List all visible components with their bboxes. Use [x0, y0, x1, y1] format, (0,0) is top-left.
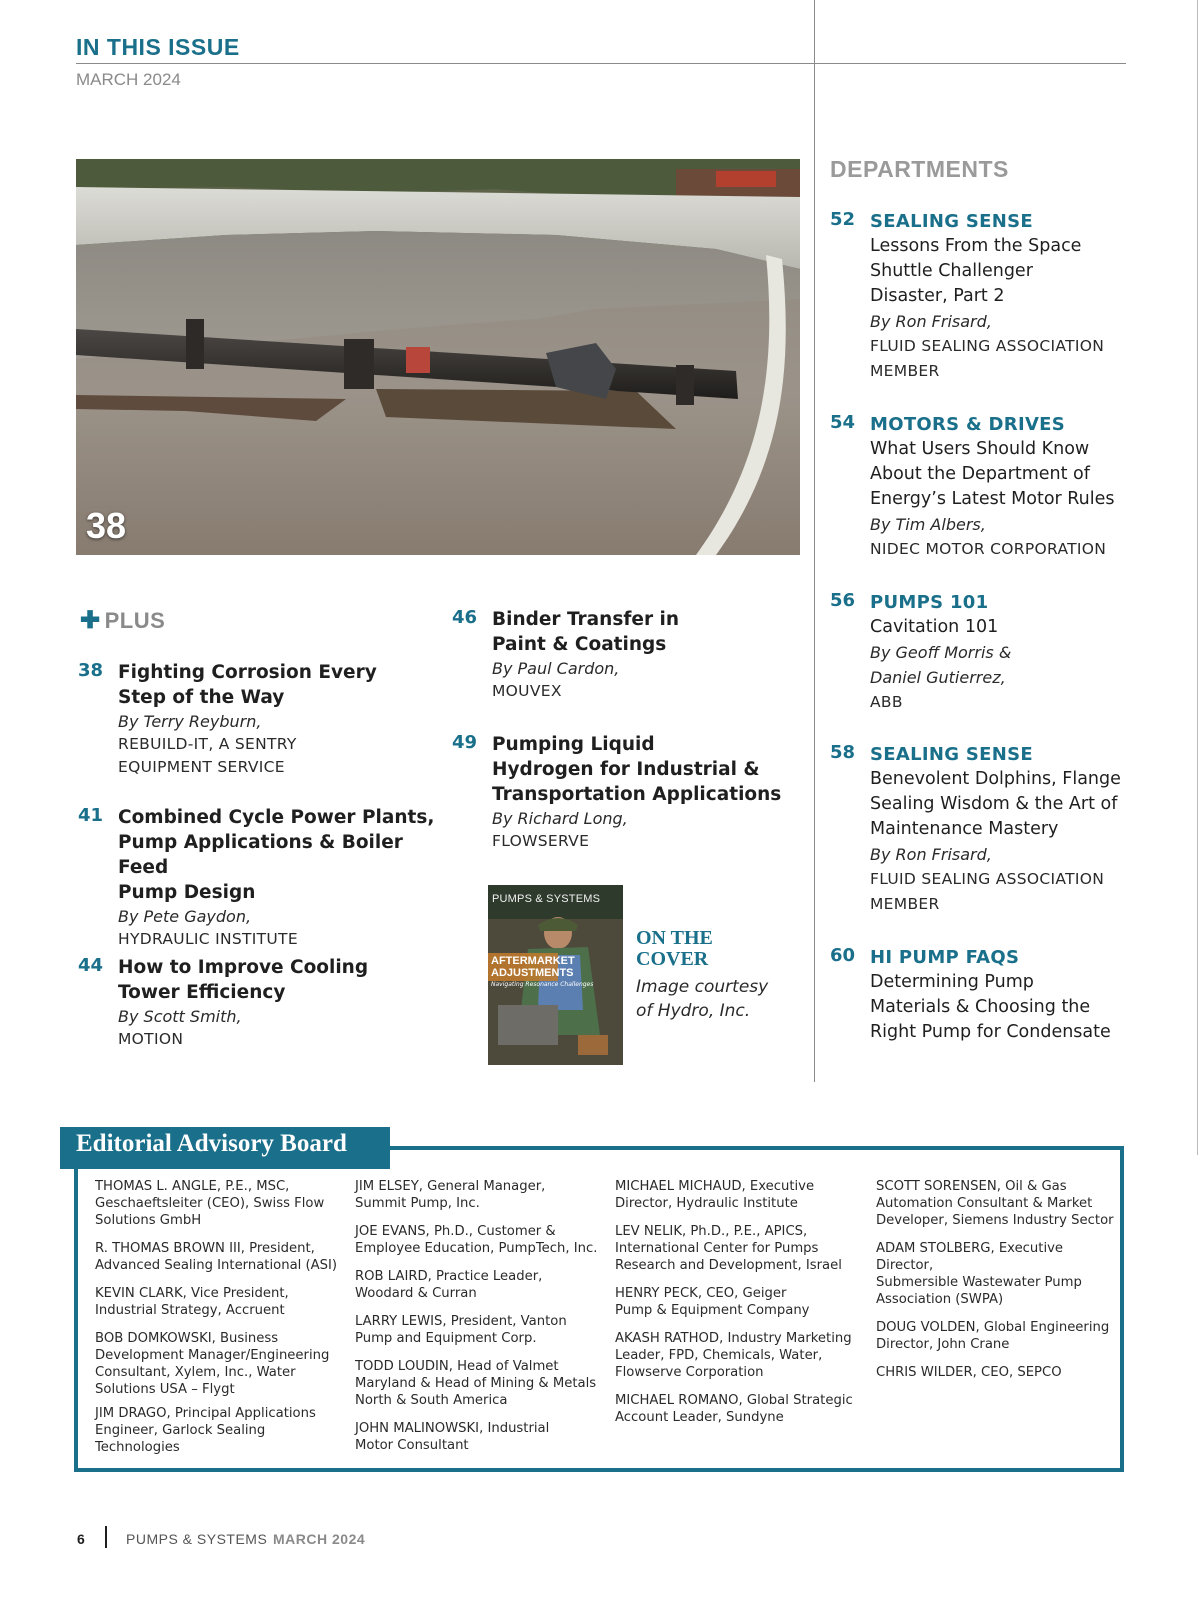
article-title-line: How to Improve Cooling	[118, 957, 369, 978]
board-member: CHRIS WILDER, CEO, SEPCO	[876, 1365, 1062, 1380]
article-title-line: Paint & Coatings	[492, 634, 667, 655]
article-org-line: MOTION	[118, 1030, 184, 1048]
departments-heading: DEPARTMENTS	[830, 156, 1009, 182]
board-member: JIM DRAGO, Principal Applications Engineer, Garlock Sealing Technologies	[95, 1406, 316, 1455]
dept-page-number: 54	[830, 412, 856, 433]
cover-headline	[491, 955, 575, 979]
board-member: TODD LOUDIN, Head of Valmet Maryland & Head of Mining & Metals North & South America	[355, 1359, 597, 1408]
cover-thumbnail[interactable]	[488, 885, 623, 1065]
dept-page-number: 52	[830, 209, 856, 230]
article-byline: By Paul Cardon,	[492, 659, 620, 678]
plus-label: PLUS	[104, 608, 166, 633]
dept-title-line: Cavitation 101	[870, 617, 999, 637]
board-member: HENRY PECK, CEO, Geiger Pump & Equipment Company	[615, 1286, 810, 1318]
cover-label-line: COVER	[636, 948, 709, 970]
dept-byline: By Ron Frisard,	[870, 312, 992, 331]
board-column	[876, 1178, 1124, 1392]
cover-headline-line: ADJUSTMENTS	[491, 967, 574, 979]
dept-category: PUMPS 101	[870, 592, 989, 613]
dept-title-line: Lessons From the Space	[870, 236, 1082, 256]
board-member: MICHAEL ROMANO, Global Strategic Account Leader, Sundyne	[615, 1393, 853, 1425]
dept-org-line: MEMBER	[870, 362, 940, 380]
feature-photo[interactable]	[76, 159, 800, 555]
article-page-number: 41	[78, 805, 104, 826]
board-member: AKASH RATHOD, Industry Marketing Leader, FPD, Chemicals, Water, Flowserve Corporation	[615, 1331, 852, 1380]
cover-credit-line: Image courtesy	[636, 977, 769, 997]
dept-org-line: MEMBER	[870, 895, 940, 913]
article-byline: By Terry Reyburn,	[118, 712, 262, 731]
article-title-line: Pump Applications & Boiler Feed	[118, 832, 403, 878]
board-member: ROB LAIRD, Practice Leader, Woodard & Curran	[355, 1269, 543, 1301]
plus-icon: ✚	[80, 607, 101, 634]
article-title-line: Hydrogen for Industrial &	[492, 759, 760, 780]
board-column	[95, 1178, 343, 1467]
article-title-line: Binder Transfer in	[492, 609, 680, 630]
board-member: LEV NELIK, Ph.D., P.E., APICS, International Center for Pumps Research and Development, Israel	[615, 1224, 842, 1273]
dept-title-line: Sealing Wisdom & the Art of	[870, 794, 1118, 814]
dept-category: HI PUMP FAQS	[870, 947, 1020, 968]
issue-date: MARCH 2024	[76, 70, 181, 89]
dept-title-line: Maintenance Mastery	[870, 819, 1059, 839]
article-title-line: Step of the Way	[118, 687, 285, 708]
plus-section-heading	[80, 606, 165, 635]
article-page-number: 46	[452, 607, 478, 628]
board-column	[355, 1178, 603, 1465]
dept-org-line: FLUID SEALING ASSOCIATION	[870, 337, 1105, 355]
on-the-cover-label	[636, 928, 713, 970]
article-byline: By Pete Gaydon,	[118, 907, 252, 926]
page-edge-line	[1197, 0, 1198, 1155]
board-member: R. THOMAS BROWN III, President, Advanced Sealing International (ASI)	[95, 1241, 338, 1273]
folio-date: MARCH 2024	[273, 1531, 366, 1547]
dept-byline: By Tim Albers,	[870, 515, 986, 534]
cover-label-line: ON THE	[636, 927, 713, 949]
dept-title-line: Benevolent Dolphins, Flange	[870, 769, 1121, 789]
dept-byline: By Geoff Morris &	[870, 643, 1012, 662]
article-org-line: REBUILD-IT, A SENTRY	[118, 735, 297, 753]
dept-title-line: Disaster, Part 2	[870, 286, 1005, 306]
dept-page-number: 56	[830, 590, 856, 611]
dept-title-line: Materials & Choosing the	[870, 997, 1091, 1017]
dept-byline: By Ron Frisard,	[870, 845, 992, 864]
dept-title-line: Energy’s Latest Motor Rules	[870, 489, 1115, 509]
dept-page-number: 58	[830, 742, 856, 763]
article-org-line: EQUIPMENT SERVICE	[118, 758, 285, 776]
dept-page-number: 60	[830, 945, 856, 966]
board-member: LARRY LEWIS, President, Vanton Pump and Equipment Corp.	[355, 1314, 567, 1346]
article-title-line: Combined Cycle Power Plants,	[118, 807, 435, 828]
article-byline: By Scott Smith,	[118, 1007, 242, 1026]
board-column	[615, 1178, 863, 1437]
board-member: KEVIN CLARK, Vice President, Industrial Strategy, Accruent	[95, 1286, 289, 1318]
article-page-number: 38	[78, 660, 104, 681]
cover-credit-line: of Hydro, Inc.	[636, 1001, 751, 1021]
board-member: MICHAEL MICHAUD, Executive Director, Hydraulic Institute	[615, 1179, 815, 1211]
article-title-line: Pump Design	[118, 882, 256, 903]
article-org-line: HYDRAULIC INSTITUTE	[118, 930, 298, 948]
folio-separator	[105, 1526, 107, 1548]
header-divider	[76, 63, 1126, 64]
cover-headline-line: AFTERMARKET	[491, 955, 575, 967]
cover-subhead: Navigating Resonance Challenges	[491, 981, 594, 988]
board-member: THOMAS L. ANGLE, P.E., MSC, Geschaeftsleiter (CEO), Swiss Flow Solutions GmbH	[95, 1179, 325, 1228]
dept-org-line: ABB	[870, 693, 903, 711]
dept-title-line: Determining Pump	[870, 972, 1034, 992]
clarifier-tank-illustration	[76, 159, 800, 555]
article-title-line: Pumping Liquid	[492, 734, 655, 755]
dept-category: MOTORS & DRIVES	[870, 414, 1066, 435]
dept-title-line: About the Department of	[870, 464, 1090, 484]
cover-masthead: PUMPS & SYSTEMS	[492, 893, 601, 905]
article-byline: By Richard Long,	[492, 809, 628, 828]
cover-credit	[636, 975, 768, 1023]
board-member: ADAM STOLBERG, Executive Director, Submersible Wastewater Pump Association (SWPA)	[876, 1241, 1082, 1307]
dept-category: SEALING SENSE	[870, 211, 1033, 232]
article-page-number: 49	[452, 732, 478, 753]
dept-title-line: Shuttle Challenger	[870, 261, 1033, 281]
article-title-line: Transportation Applications	[492, 784, 782, 805]
dept-byline: Daniel Gutierrez,	[870, 668, 1006, 687]
dept-org-line: FLUID SEALING ASSOCIATION	[870, 870, 1105, 888]
folio-page-number: 6	[77, 1531, 85, 1547]
board-member: JIM ELSEY, General Manager, Summit Pump, Inc.	[355, 1179, 546, 1211]
board-member: JOHN MALINOWSKI, Industrial Motor Consultant	[355, 1421, 550, 1453]
board-member: JOE EVANS, Ph.D., Customer & Employee Education, PumpTech, Inc.	[355, 1224, 598, 1256]
article-org-line: FLOWSERVE	[492, 832, 590, 850]
dept-org-line: NIDEC MOTOR CORPORATION	[870, 540, 1107, 558]
article-title-line: Tower Efficiency	[118, 982, 286, 1003]
dept-title-line: What Users Should Know	[870, 439, 1090, 459]
article-page-number: 44	[78, 955, 104, 976]
folio-publication: PUMPS & SYSTEMS	[126, 1531, 268, 1547]
column-divider	[814, 0, 815, 1082]
article-org-line: MOUVEX	[492, 682, 562, 700]
section-title: IN THIS ISSUE	[76, 34, 240, 60]
board-member: DOUG VOLDEN, Global Engineering Director, John Crane	[876, 1320, 1110, 1352]
feature-page-number: 38	[86, 505, 127, 546]
editorial-board-title: Editorial Advisory Board	[76, 1130, 347, 1157]
board-member: SCOTT SORENSEN, Oil & Gas Automation Consultant & Market Developer, Siemens Industry Sector	[876, 1179, 1114, 1228]
article-title-line: Fighting Corrosion Every	[118, 662, 377, 683]
dept-category: SEALING SENSE	[870, 744, 1033, 765]
dept-title-line: Right Pump for Condensate	[870, 1022, 1111, 1042]
board-member: BOB DOMKOWSKI, Business Development Manager/Engineering Consultant, Xylem, Inc., Water Solutions USA – Flygt	[95, 1331, 330, 1397]
